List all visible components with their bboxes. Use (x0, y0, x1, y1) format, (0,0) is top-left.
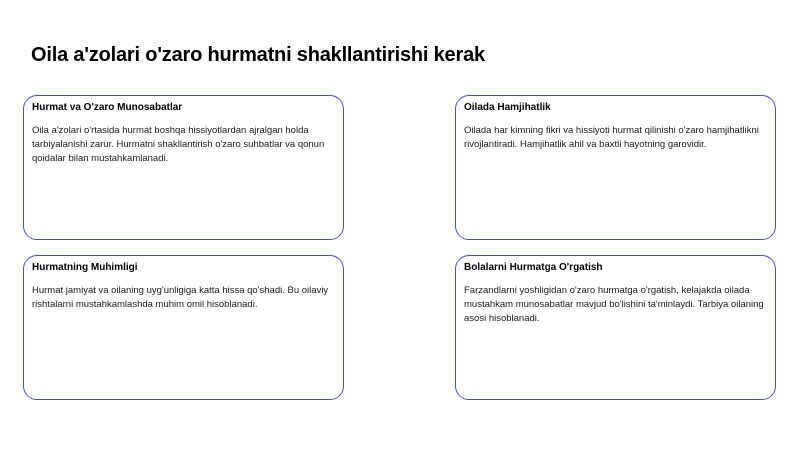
card-body: Farzandlarni yoshligidan o'zaro hurmatga o'rgatish, kelajakda oilada mustahkam munosabatlar mavjud bo'lishini ta'minlaydi. Tarbiya oilaning asosi hisoblanadi. (464, 285, 764, 324)
card-body: Oilada har kimning fikri va hissiyoti hurmat qilinishi o'zaro hamjihatlikni rivojlantiradi. Hamjihatlik ahil va baxtli hayotning garovidir. (464, 125, 759, 150)
card-respect-relations (23, 95, 344, 240)
card-importance-of-respect (23, 255, 344, 400)
slide-title: Oila a'zolari o'zaro hurmatni shakllantirishi kerak (31, 44, 485, 66)
card-body: Oila a'zolari o'rtasida hurmat boshqa hissiyotlardan ajralgan holda tarbiyalanishi zarur. Hurmatni shakllantirish o'zaro suhbatlar va qonun qoidalar bilan mustahkamlanadi. (32, 125, 325, 164)
card-body: Hurmat jamiyat va oilaning uyg'unligiga katta hissa qo'shadi. Bu oilaviy rishtalarni mustahkamlashda muhim omil hisoblanadi. (32, 285, 329, 310)
card-title: Hurmatning Muhimligi (32, 262, 138, 273)
card-teaching-children (455, 255, 776, 400)
card-title: Hurmat va O'zaro Munosabatlar (32, 102, 183, 113)
card-family-harmony (455, 95, 776, 240)
card-title: Oilada Hamjihatlik (464, 102, 551, 113)
card-title: Bolalarni Hurmatga O'rgatish (464, 262, 603, 273)
